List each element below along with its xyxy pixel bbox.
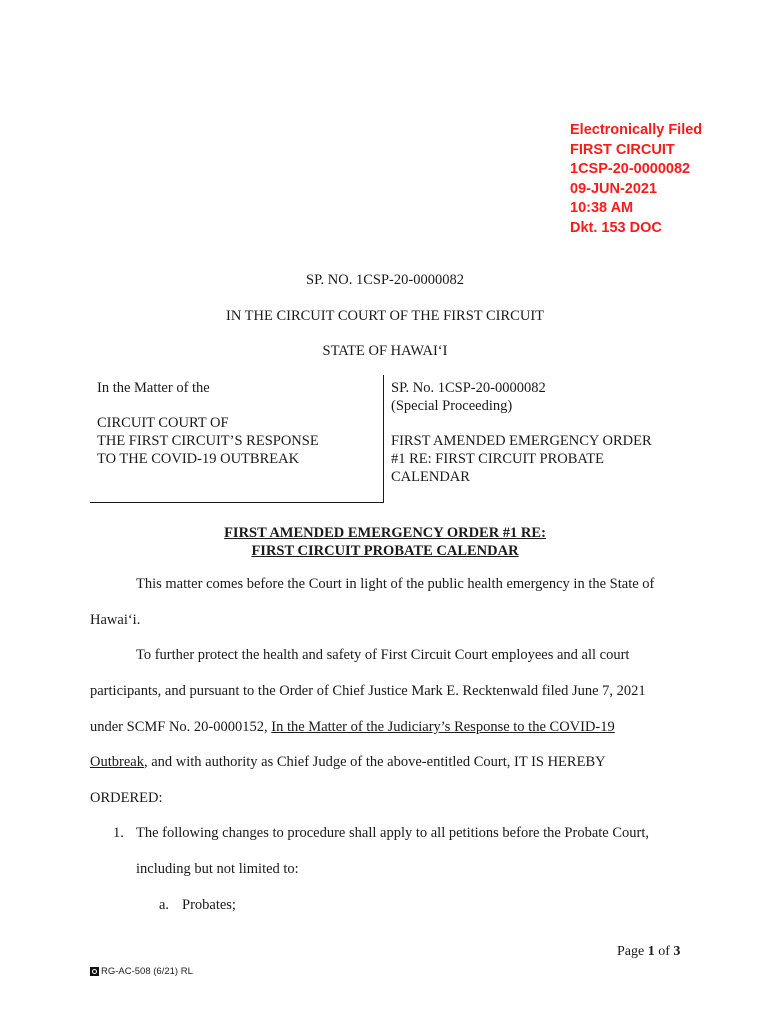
caption-spacer: [97, 397, 367, 414]
sublist-item: Probates;: [182, 897, 236, 913]
case-citation: In the Matter of the Judiciary’s Response to the COVID-19: [271, 719, 615, 735]
case-citation: Outbreak: [90, 754, 144, 770]
caption-spacer: [391, 415, 691, 432]
sublist-letter: a.: [159, 897, 170, 913]
caption-text: SP. No. 1CSP-20-0000082: [391, 380, 546, 396]
caption-text: (Special Proceeding): [391, 398, 513, 414]
paragraph-line: Hawai‘i.: [90, 612, 141, 628]
caption-left: [97, 379, 367, 468]
stamp-line: 1CSP-20-0000082: [570, 161, 691, 177]
recycle-icon: [90, 967, 99, 976]
stamp-line: 10:38 AM: [570, 200, 634, 216]
caption-text: In the Matter of the: [97, 380, 210, 396]
page-of: of: [654, 944, 674, 959]
form-code-text: RG-AC-508 (6/21) RL: [101, 966, 193, 977]
stamp-line: Dkt. 153 DOC: [570, 219, 662, 236]
order-title-line: FIRST AMENDED EMERGENCY ORDER #1 RE:: [224, 525, 546, 541]
page-label: Page: [617, 944, 648, 959]
paragraph-line: This matter comes before the Court in light of the public health emergency in the State of: [136, 576, 655, 592]
form-code: [90, 966, 193, 977]
paragraph-line: [90, 754, 606, 771]
caption-text: FIRST AMENDED EMERGENCY ORDER: [391, 433, 652, 449]
list-item: including but not limited to:: [136, 861, 299, 877]
list-number: 1.: [113, 825, 124, 841]
stamp-line: Electronically Filed: [570, 122, 703, 138]
caption-divider-horizontal: [90, 502, 384, 503]
state-name: STATE OF HAWAI‘I: [322, 343, 448, 359]
caption-text: #1 RE: FIRST CIRCUIT PROBATE: [391, 451, 604, 467]
page-number: [617, 944, 680, 960]
caption-divider-vertical: [383, 375, 384, 503]
order-title-line: FIRST CIRCUIT PROBATE CALENDAR: [251, 543, 519, 559]
filing-stamp: [570, 121, 702, 238]
paragraph-text: , and with authority as Chief Judge of the above-entitled Court, IT IS HEREBY: [143, 754, 606, 770]
case-number: SP. NO. 1CSP-20-0000082: [306, 272, 464, 288]
paragraph-line: To further protect the health and safety of First Circuit Court employees and all court: [136, 647, 630, 663]
paragraph-text: under SCMF No. 20-0000152,: [90, 719, 272, 735]
court-name: IN THE CIRCUIT COURT OF THE FIRST CIRCUIT: [225, 308, 545, 324]
caption-text: CALENDAR: [391, 469, 470, 485]
paragraph-line: ORDERED:: [90, 790, 163, 806]
paragraph-line: [90, 719, 615, 736]
page-current: 1: [647, 944, 655, 959]
caption-text: CIRCUIT COURT OF: [97, 415, 229, 431]
stamp-line: FIRST CIRCUIT: [570, 141, 675, 158]
caption-text: TO THE COVID-19 OUTBREAK: [97, 451, 300, 467]
stamp-line: 09-JUN-2021: [570, 180, 658, 197]
paragraph-line: participants, and pursuant to the Order of Chief Justice Mark E. Recktenwald filed June 7, 2021: [90, 683, 646, 699]
list-item: The following changes to procedure shall apply to all petitions before the Probate Court,: [136, 825, 650, 841]
caption-right: [391, 379, 691, 486]
page-total: 3: [673, 944, 681, 959]
caption-text: THE FIRST CIRCUIT’S RESPONSE: [97, 433, 319, 449]
